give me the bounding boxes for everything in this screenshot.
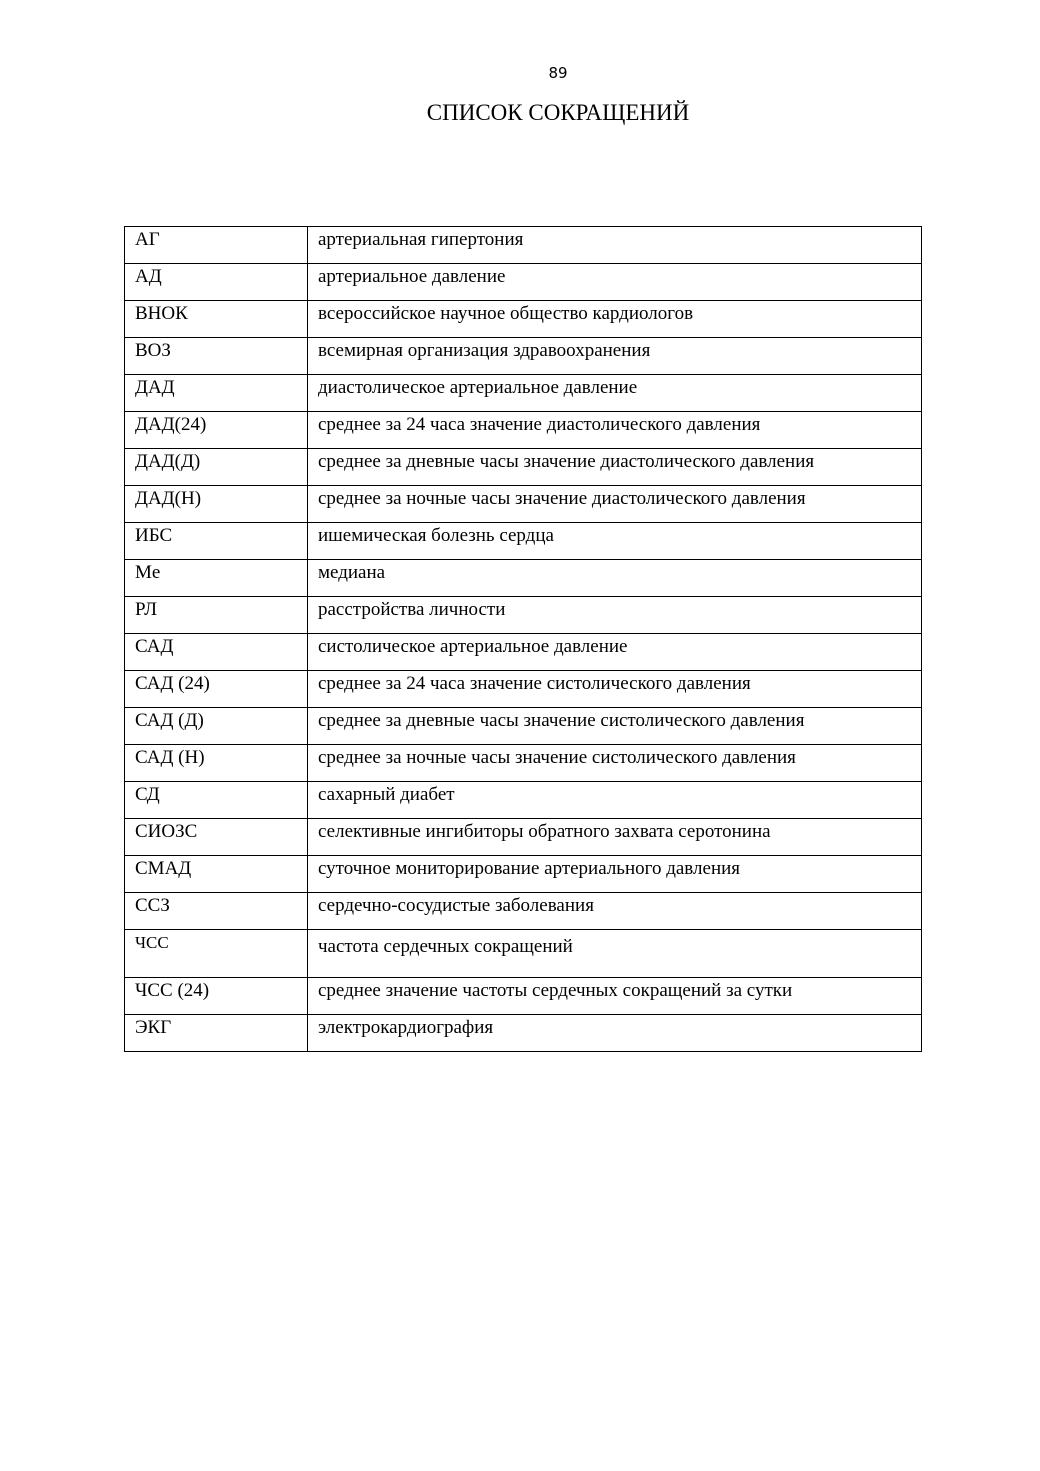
abbreviation-cell: РЛ [125, 597, 308, 634]
definition-cell: среднее за 24 часа значение диастолического давления [308, 412, 922, 449]
definition-cell: всероссийское научное общество кардиологов [308, 301, 922, 338]
table-row [125, 301, 922, 338]
page-title: СПИСОК СОКРАЩЕНИЙ [426, 100, 690, 125]
table-row [125, 523, 922, 560]
table-row [125, 486, 922, 523]
definition-cell: суточное мониторирование артериального давления [308, 856, 922, 893]
abbreviation-cell: ССЗ [125, 893, 308, 930]
abbreviation-cell: АГ [125, 227, 308, 264]
abbreviations-table [124, 226, 922, 1052]
definition-cell: систолическое артериальное давление [308, 634, 922, 671]
table-row [125, 708, 922, 745]
abbreviation-cell: Me [125, 560, 308, 597]
table-row [125, 1015, 922, 1052]
definition-cell: среднее за 24 часа значение систолического давления [308, 671, 922, 708]
definition-cell: селективные ингибиторы обратного захвата серотонина [308, 819, 922, 856]
table-row [125, 227, 922, 264]
abbreviation-cell: ИБС [125, 523, 308, 560]
definition-cell: среднее за ночные часы значение систолического давления [308, 745, 922, 782]
abbreviation-cell: АД [125, 264, 308, 301]
table-row [125, 597, 922, 634]
definition-cell: ишемическая болезнь сердца [308, 523, 922, 560]
abbreviation-cell: ДАД(Д) [125, 449, 308, 486]
table-row [125, 375, 922, 412]
abbreviation-cell: ВОЗ [125, 338, 308, 375]
abbreviation-cell: ДАД [125, 375, 308, 412]
abbreviation-cell: ЧСС (24) [125, 978, 308, 1015]
abbreviation-cell: СИОЗС [125, 819, 308, 856]
abbreviations-table-body [125, 227, 922, 1052]
abbreviation-cell: САД [125, 634, 308, 671]
definition-cell: электрокардиография [308, 1015, 922, 1052]
definition-cell: среднее за дневные часы значение диастолического давления [308, 449, 922, 486]
abbreviation-cell: САД (Н) [125, 745, 308, 782]
table-row [125, 978, 922, 1015]
definition-cell: сердечно-сосудистые заболевания [308, 893, 922, 930]
table-row [125, 338, 922, 375]
abbreviation-cell: ЧСС [125, 930, 308, 978]
definition-cell: среднее за дневные часы значение систолического давления [308, 708, 922, 745]
table-row [125, 782, 922, 819]
abbreviation-cell: САД (24) [125, 671, 308, 708]
definition-cell: диастолическое артериальное давление [308, 375, 922, 412]
table-row [125, 560, 922, 597]
definition-cell: артериальная гипертония [308, 227, 922, 264]
table-row [125, 893, 922, 930]
abbreviation-cell: СМАД [125, 856, 308, 893]
table-row [125, 819, 922, 856]
table-row [125, 412, 922, 449]
definition-cell: среднее за ночные часы значение диастолического давления [308, 486, 922, 523]
page-number: 89 [548, 64, 568, 82]
definition-cell: артериальное давление [308, 264, 922, 301]
abbreviation-cell: ДАД(Н) [125, 486, 308, 523]
definition-cell: медиана [308, 560, 922, 597]
table-row [125, 745, 922, 782]
table-row [125, 930, 922, 978]
definition-cell: среднее значение частоты сердечных сокращений за сутки [308, 978, 922, 1015]
abbreviation-cell: СД [125, 782, 308, 819]
table-row [125, 264, 922, 301]
abbreviation-cell: САД (Д) [125, 708, 308, 745]
definition-cell: всемирная организация здравоохранения [308, 338, 922, 375]
definition-cell: расстройства личности [308, 597, 922, 634]
definition-cell: частота сердечных сокращений [308, 930, 922, 978]
abbreviation-cell: ВНОК [125, 301, 308, 338]
abbreviation-cell: ЭКГ [125, 1015, 308, 1052]
table-row [125, 671, 922, 708]
definition-cell: сахарный диабет [308, 782, 922, 819]
abbreviation-cell: ДАД(24) [125, 412, 308, 449]
table-row [125, 449, 922, 486]
table-row [125, 634, 922, 671]
table-row [125, 856, 922, 893]
